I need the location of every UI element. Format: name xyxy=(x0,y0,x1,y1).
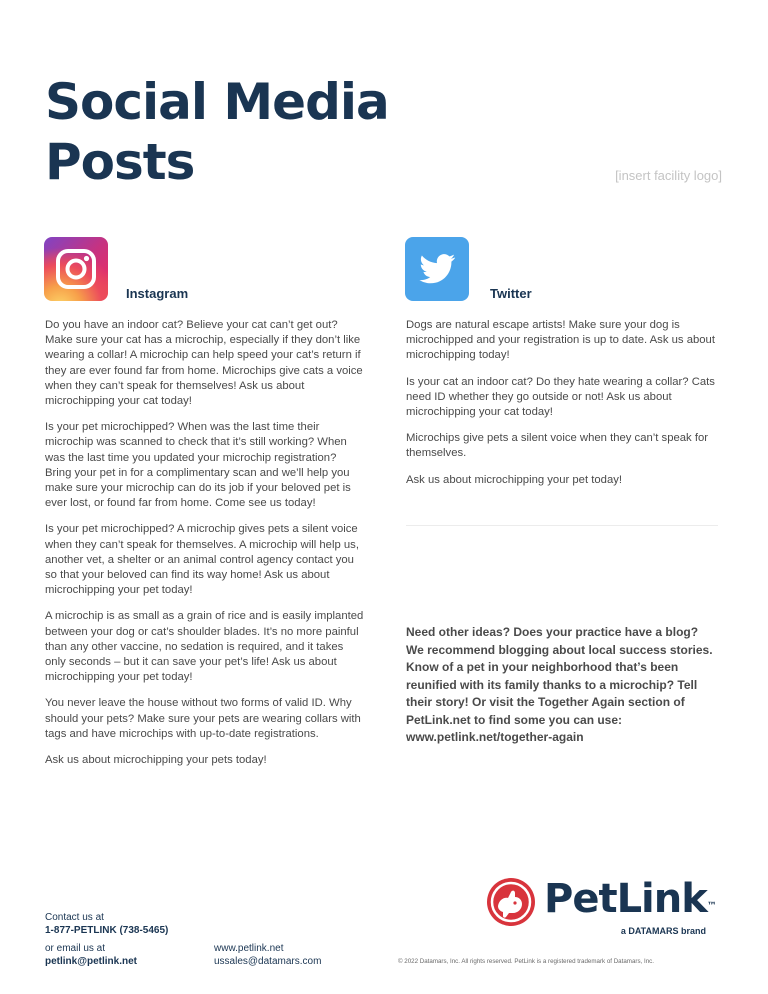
instagram-post: Ask us about microchipping your pets today! xyxy=(45,754,267,767)
email-label: or email us at xyxy=(45,943,106,954)
sales-email-link[interactable]: ussales@datamars.com xyxy=(214,956,322,967)
instagram-post: Is your pet microchipped? A microchip gives pets a silent voice when they can’t speak for themselves. A microchip will help us, another vet, a shelter or an animal control agency contact you so that your beloved can find its way home! Ask us about microchipping your pet today! xyxy=(45,523,359,597)
web-block xyxy=(214,942,321,968)
brand-tagline: a DATAMARS brand xyxy=(620,926,706,936)
instagram-posts xyxy=(45,318,365,779)
instagram-label: Instagram xyxy=(126,286,189,301)
brand-wordmark: PetLink xyxy=(544,876,707,922)
brand-name xyxy=(544,876,717,922)
blog-ideas-note: Need other ideas? Does your practice have a blog? We recommend blogging about local success stories. Know of a pet in your neighborhood that’s been reunified with its family thanks to a microchip? Tell their story! Or visit the Together Again section of PetLink.net to find some you can use: www.petlink.net/together-again xyxy=(406,625,713,744)
website-link[interactable]: www.petlink.net xyxy=(214,943,284,954)
twitter-post: Ask us about microchipping your pet today! xyxy=(406,473,623,486)
instagram-post: You never leave the house without two forms of valid ID. Why should your pets? Make sure your pets are wearing collars with tags and have microchips with up-to-date registrations. xyxy=(45,697,361,740)
page-title-line-1: Social Media xyxy=(45,73,389,131)
instagram-post: Do you have an indoor cat? Believe your cat can’t get out? Make sure your cat has a microchip, especially if they don’t like wearing a collar! A microchip can help speed your cat’s return if they are ever found far from home. Microchips give cats a voice when they can’t speak for themselves! Ask us about microchipping your cat today! xyxy=(45,319,363,408)
trademark-symbol: ™ xyxy=(706,901,717,912)
facility-logo-placeholder: [insert facility logo] xyxy=(615,168,722,183)
twitter-post: Is your cat an indoor cat? Do they hate wearing a collar? Cats need ID whether they go outside or not! Ask us about microchipping your cat today! xyxy=(406,375,715,419)
page-title xyxy=(45,72,389,192)
twitter-post: Microchips give pets a silent voice when they can’t speak for themselves. xyxy=(406,432,709,460)
email-link[interactable]: petlink@petlink.net xyxy=(45,956,137,967)
contact-label: Contact us at xyxy=(45,912,104,923)
twitter-post: Dogs are natural escape artists! Make sure your dog is microchipped and your registration is up to date. Ask us about microchipping today! xyxy=(406,319,715,362)
instagram-icon xyxy=(44,237,108,301)
copyright-notice: © 2022 Datamars, Inc. All rights reserved. PetLink is a registered trademark of Datamars, Inc. xyxy=(398,958,654,965)
instagram-post: Is your pet microchipped? When was the last time their microchip was scanned to check that it’s still working? When was the last time you updated your microchip registration? Bring your pet in for a complimentary scan and we’ll help you make sure your microchip can do its job if your beloved pet is ever lost, or found far from home. Come see us today! xyxy=(45,421,351,510)
contact-block xyxy=(45,911,168,937)
twitter-label: Twitter xyxy=(490,286,532,301)
twitter-posts xyxy=(406,318,726,499)
instagram-post: A microchip is as small as a grain of rice and is easily implanted between your dog or cat’s shoulder blades. It’s no more painful than any other vaccine, no sedation is required, and it takes only seconds – but it can save your pet’s life! Ask us about microchipping your pet today! xyxy=(45,610,364,684)
petlink-logo xyxy=(484,874,724,938)
twitter-bird-icon xyxy=(405,237,469,301)
page-title-line-2: Posts xyxy=(45,133,195,191)
email-block xyxy=(45,942,137,968)
section-divider xyxy=(406,525,718,526)
phone-number[interactable]: 1-877-PETLINK (738-5465) xyxy=(45,925,169,936)
